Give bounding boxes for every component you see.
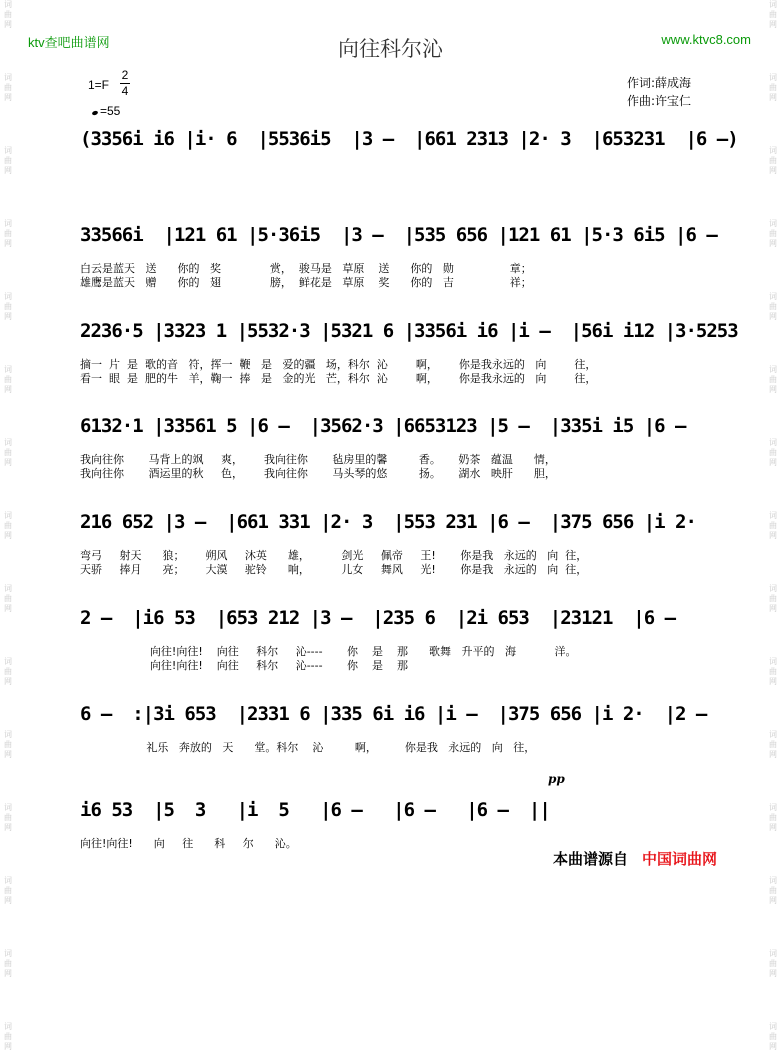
watermark-text: 词曲网 [769, 292, 777, 321]
watermark-text: 词曲网 [769, 0, 777, 29]
notation-row: (3356i i6 |i· 6 |5536i5 |3 – |661 2313 |2· 3 |653231 |6 –) [80, 128, 738, 150]
lyric-row: 弯弓 射天 狼； 朔风 沐英 雄， 剑光 佩帝 王! 你是我 永远的 向 往， [80, 549, 588, 562]
composer: 作曲:许宝仁 [627, 94, 692, 108]
site-label-left[interactable]: ktv查吧曲谱网 [28, 35, 110, 50]
watermark-text: 词曲网 [4, 511, 12, 540]
watermark-text: 词曲网 [769, 365, 777, 394]
notation-row: i6 53 |5 3 |i 5 |6 – |6 – |6 – || [80, 799, 550, 821]
watermark-text: 词曲网 [4, 730, 12, 759]
lyric-row: 雄鹰是蓝天 赠 你的 翅 膀， 鲜花是 草原 奖 你的 吉 祥； [80, 276, 532, 289]
time-signature [120, 68, 130, 99]
watermark-text: 词曲网 [769, 584, 777, 613]
source-credit [553, 848, 717, 869]
notation-row: 6132·1 |33561 5 |6 – |3562·3 |6653123 |5 – |335i i5 |6 – [80, 415, 686, 437]
notation-row: 2 – |i6 53 |653 212 |3 – |235 6 |2i 653 |23121 |6 – [80, 607, 676, 629]
watermark-text: 词曲网 [4, 365, 12, 394]
watermark-text: 词曲网 [4, 219, 12, 248]
watermark-text: 词曲网 [4, 949, 12, 978]
notation-row: 6 – :|3i 653 |2331 6 |335 6i i6 |i – |375 656 |i 2· |2 – [80, 703, 707, 725]
watermark-text: 词曲网 [769, 657, 777, 686]
right-watermark [767, 0, 779, 1051]
watermark-text: 词曲网 [4, 73, 12, 102]
watermark-text: 词曲网 [769, 219, 777, 248]
watermark-text: 词曲网 [4, 438, 12, 467]
credits [627, 74, 691, 110]
watermark-text: 词曲网 [4, 876, 12, 905]
dynamic-mark: pp [548, 772, 565, 786]
lyric-row: 向往!向往! 向 往 科 尔 沁。 [80, 837, 297, 850]
tempo-value: =55 [100, 104, 121, 118]
meter-numerator: 2 [121, 68, 129, 82]
source-site[interactable]: 中国词曲网 [642, 850, 718, 868]
lyric-row: 向往!向往! 向往 科尔 沁---- 你 是 那 歌舞 升平的 海 洋。 [80, 645, 577, 658]
lyric-row: 白云是蓝天 送 你的 奖 赏， 骏马是 草原 送 你的 勋 章； [80, 262, 532, 275]
meter-denominator: 4 [121, 84, 129, 98]
lyric-row: 我向往你 马背上的飒 爽， 我向往你 毡房里的馨 香。 奶茶 蕴温 情， [80, 453, 556, 466]
watermark-text: 词曲网 [769, 803, 777, 832]
lyric-row: 礼乐 奔放的 天 堂。科尔 沁 啊， 你是我 永远的 向 往， [80, 741, 536, 754]
watermark-text: 词曲网 [769, 730, 777, 759]
key-signature: 1=F [88, 78, 110, 92]
watermark-text: 词曲网 [769, 1022, 777, 1051]
watermark-text: 词曲网 [769, 73, 777, 102]
watermark-text: 词曲网 [4, 803, 12, 832]
quarter-note-icon [91, 110, 98, 116]
lyric-row: 向往!向往! 向往 科尔 沁---- 你 是 那 [80, 659, 409, 672]
lyric-row: 摘一 片 是 歌的音 符，挥一 鞭 是 爱的疆 场，科尔 沁 啊， 你是我永远的 向 往， [80, 358, 597, 371]
watermark-text: 词曲网 [769, 876, 777, 905]
notation-row: 2236·5 |3323 1 |5532·3 |5321 6 |3356i i6 |i – |56i i12 |3·5253 [80, 320, 738, 342]
lyric-row: 看一 眼 是 肥的牛 羊，鞠一 捧 是 金的光 芒，科尔 沁 啊， 你是我永远的 向 往， [80, 372, 597, 385]
watermark-text: 词曲网 [769, 438, 777, 467]
watermark-text: 词曲网 [4, 292, 12, 321]
lyricist: 作词:薛成海 [627, 76, 692, 90]
notation-row: 33566i |121 61 |5·36i5 |3 – |535 656 |121 61 |5·3 6i5 |6 – [80, 224, 717, 246]
watermark-text: 词曲网 [4, 146, 12, 175]
watermark-text: 词曲网 [4, 584, 12, 613]
lyric-row: 天骄 捧月 亮； 大漠 驼铃 响， 儿女 舞风 光! 你是我 永远的 向 往， [80, 563, 588, 576]
site-label-right[interactable]: www.ktvc8.com [661, 32, 751, 47]
notation-row: 216 652 |3 – |661 331 |2· 3 |553 231 |6 – |375 656 |i 2· [80, 511, 696, 533]
watermark-text: 词曲网 [769, 949, 777, 978]
source-label: 本曲谱源自 [553, 850, 629, 868]
watermark-text: 词曲网 [4, 0, 12, 29]
song-title: 向往科尔沁 [338, 37, 443, 61]
lyric-row: 我向往你 酒运里的秋 色， 我向往你 马头琴的悠 扬。 湖水 映肝 胆， [80, 467, 556, 480]
watermark-text: 词曲网 [769, 146, 777, 175]
watermark-text: 词曲网 [4, 1022, 12, 1051]
left-watermark [2, 0, 14, 1051]
watermark-text: 词曲网 [769, 511, 777, 540]
tempo-mark [92, 104, 120, 118]
watermark-text: 词曲网 [4, 657, 12, 686]
